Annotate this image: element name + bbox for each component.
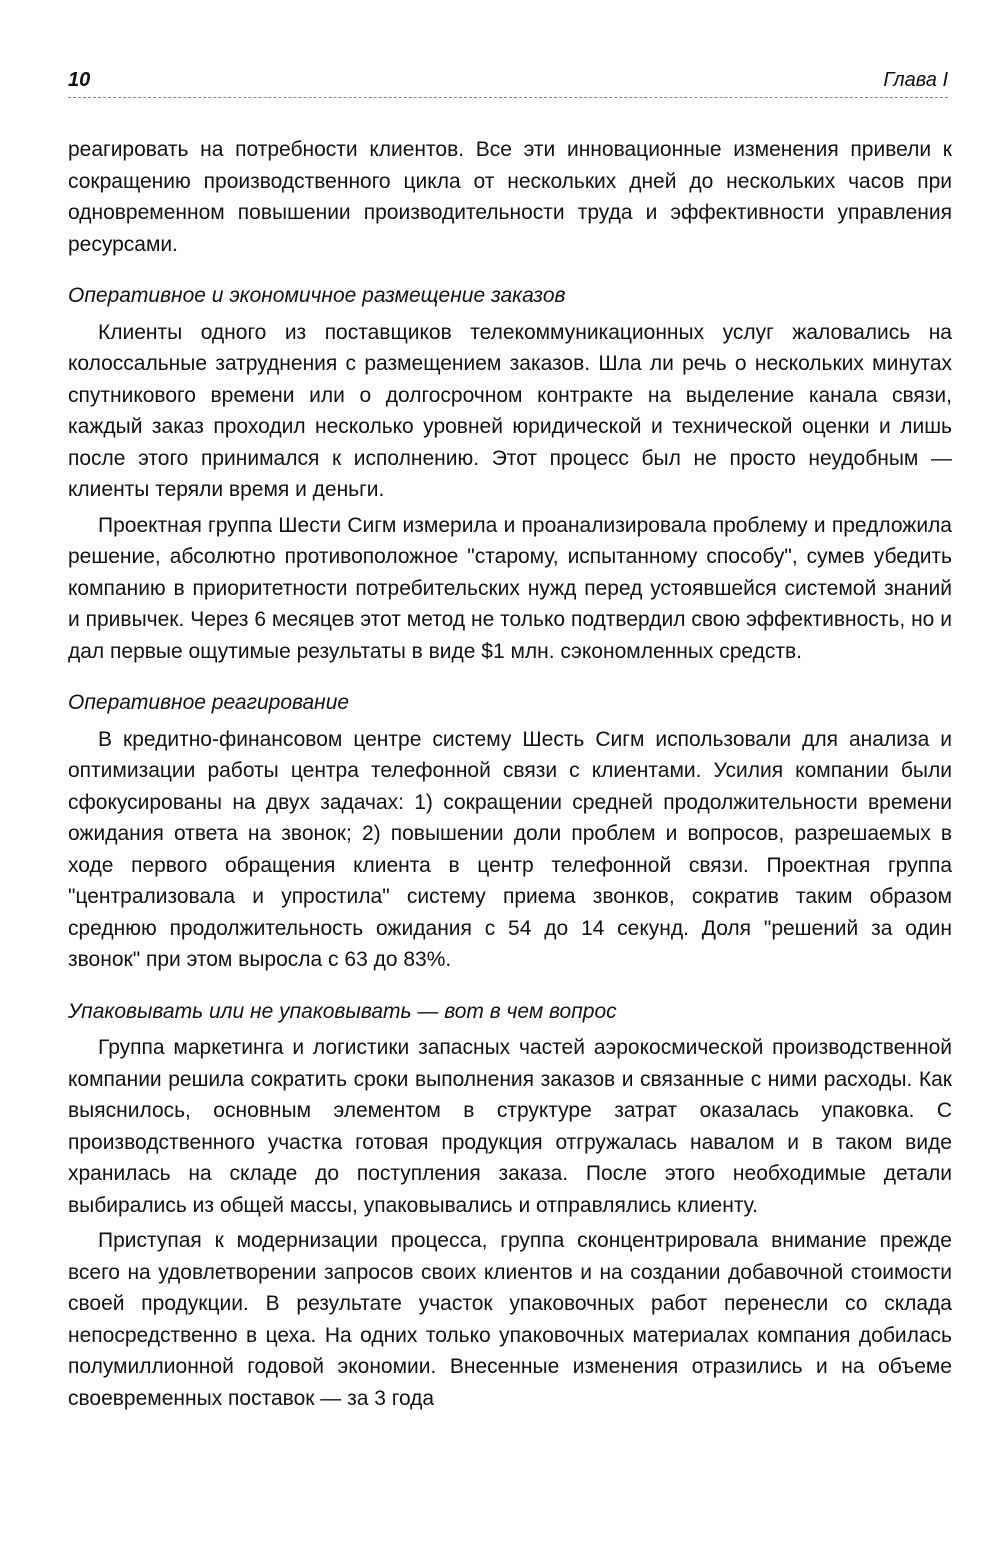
- paragraph: Приступая к модернизации процесса, группа сконцентрировала внимание прежде всего на удовлетворении запросов своих клиентов и на создании добавочной стоимости своей продукции. В результате участок упаковочных работ перенесли со склада непосредственно в цеха. На одних только упаковочных материалах компания добилась полумиллионной годовой экономии. Внесенные изменения отразились и на объеме своевременных поставок — за 3 года: [68, 1229, 952, 1410]
- continued-paragraph: реагировать на потребности клиентов. Все эти инновационные изменения привели к сокращению производственного цикла от нескольких дней до нескольких часов при одновременном повышении производительности труда и эффективности управления ресурсами.: [68, 138, 952, 256]
- paragraph: Клиенты одного из поставщиков телекоммуникационных услуг жаловались на колоссальные затруднения с размещением заказов. Шла ли речь о нескольких минутах спутникового времени или о долгосрочном контракте на выделение канала связи, каждый заказ проходил несколько уровней юридической и технической оценки и лишь после этого принимался к исполнению. Этот процесс был не просто неудобным — клиенты теряли время и деньги.: [68, 320, 952, 501]
- header-rule: [68, 97, 948, 98]
- section-title: Оперативное реагирование: [68, 691, 350, 714]
- section-quick-response: [68, 687, 952, 976]
- section-title: Упаковывать или не упаковывать — вот в чем вопрос: [68, 999, 617, 1023]
- section-order-placement: [68, 280, 952, 667]
- paragraph: В кредитно-финансовом центре систему Шесть Сигм использовали для анализа и оптимизации работы центра телефонной связи с клиентами. Усилия компании были сфокусированы на двух задачах: 1) сокращении средней продолжительности времени ожидания ответа на звонок; 2) повышении доли проблем и вопросов, разрешаемых в ходе первого обращения клиента в центр телефонной связи. Проектная группа "централизовала и упростила" систему приема звонков, сократив таким образом среднюю продолжительность ожидания с 54 до 14 секунд. Доля "решений за один звонок" при этом выросла с 63 до 83%.: [68, 727, 952, 971]
- page-number: 10: [68, 69, 91, 91]
- section-packaging: [68, 996, 952, 1415]
- paragraph: Проектная группа Шести Сигм измерила и проанализировала проблему и предложила решение, абсолютно противоположное "старому, испытанному способу", сумев убедить компанию в приоритетности потребительских нужд перед устоявшейся системой знаний и привычек. Через 6 месяцев этот метод не только подтвердил свою эффективность, но и дал первые ощутимые результаты в виде $1 млн. сэкономленных средств.: [68, 513, 952, 663]
- chapter-label: Глава I: [883, 69, 948, 91]
- main-text: [68, 134, 952, 1418]
- running-header: [68, 66, 948, 96]
- paragraph: Группа маркетинга и логистики запасных частей аэрокосмической производственной компании решила сократить сроки выполнения заказов и связанные с ними расходы. Как выяснилось, основным элементом в структуре затрат оказалась упаковка. С производственного участка готовая продукция отгружалась навалом и в таком виде хранилась на складе до поступления заказа. После этого необходимые детали выбирались из общей массы, упаковывались и отправлялись клиенту.: [68, 1036, 952, 1217]
- section-title: Оперативное и экономичное размещение заказов: [68, 284, 566, 307]
